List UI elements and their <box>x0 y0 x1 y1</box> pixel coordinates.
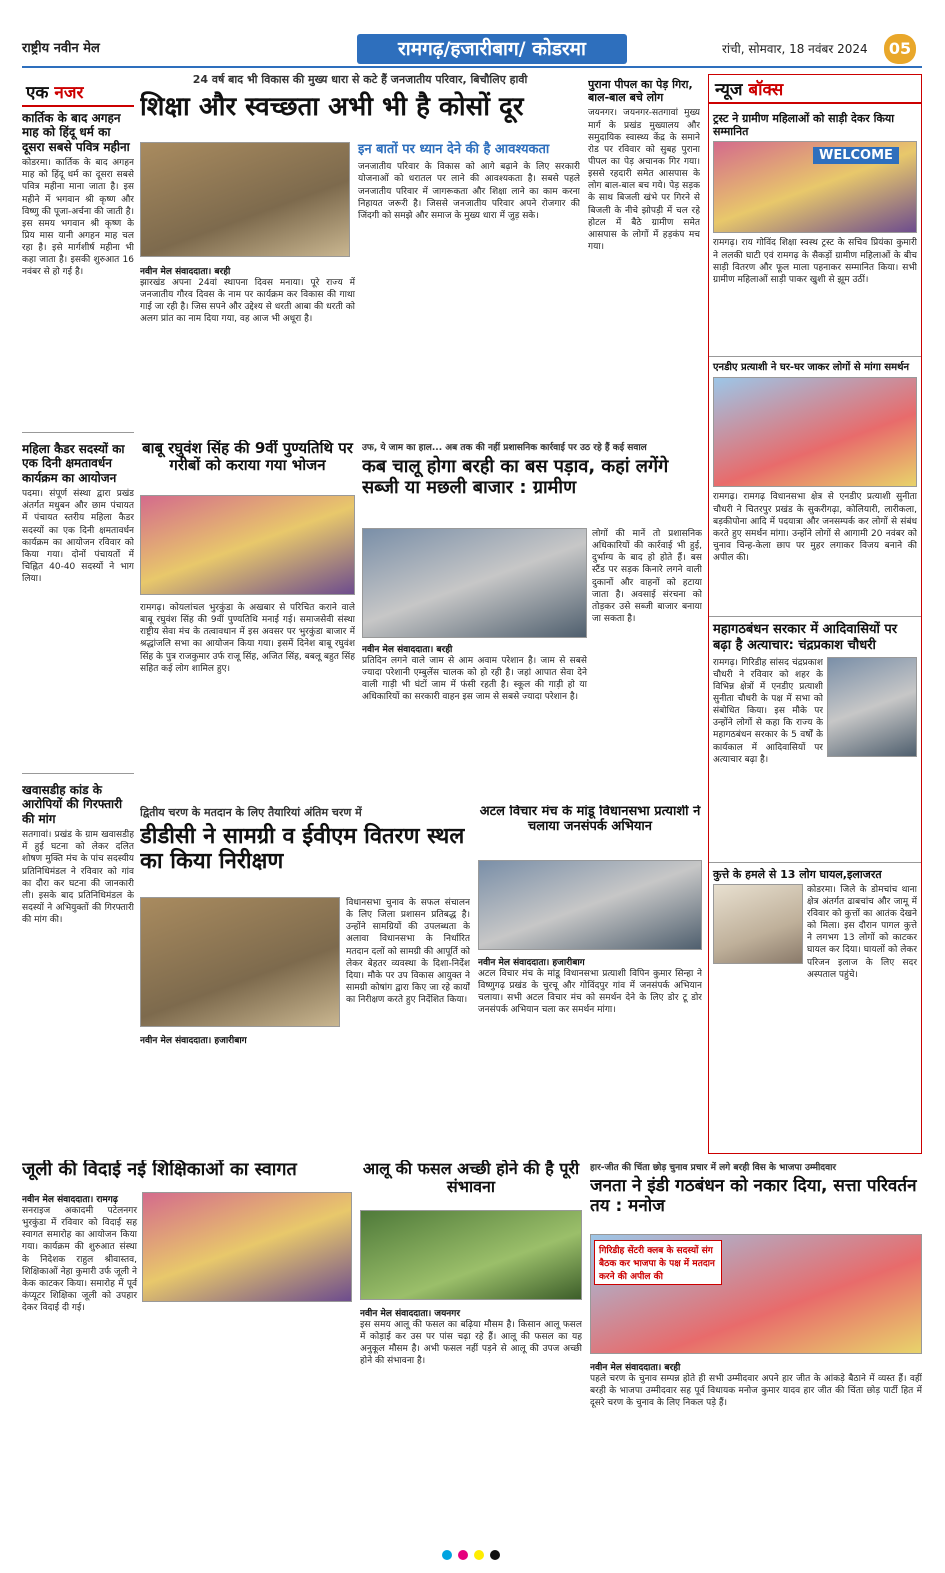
ek-nazar-item <box>22 107 134 427</box>
ek-nazar-item-headline: कार्तिक के बाद अगहन माह को हिंदू धर्म का दूसरा सबसे पवित्र महीना <box>22 111 130 154</box>
news-box-title-b: बॉक्स <box>748 80 784 100</box>
bus-main-body <box>362 642 587 704</box>
juli-story <box>22 1160 352 1540</box>
news-box-photo-wrap <box>713 141 917 233</box>
registration-dot <box>442 1550 452 1560</box>
lead-sub-block <box>358 142 580 222</box>
bus-byline: नवीन मेल संवाददाता। बरही <box>362 645 453 655</box>
raghuvansh-story <box>140 440 355 740</box>
ek-nazar-item <box>22 438 134 768</box>
divider <box>22 773 134 774</box>
lead-photo <box>140 142 350 257</box>
atal-body-wrap <box>478 955 702 1017</box>
manoj-byline: नवीन मेल संवाददाता। बरही <box>590 1363 681 1373</box>
manoj-body: पहले चरण के चुनाव सम्पन्न होते ही सभी उम्मीदवार अपने हार जीत के आंकड़े बैठाने में व्यस्त हैं। वहीं बरही के भाजपा उम्मीदवार सह पूर्व विधायक मनोज कुमार यादव हार जीत की चिंता छोड़ पार्टी हित में दूसरे चरण के चुनाव के लिए निकल पड़े हैं। <box>590 1374 922 1409</box>
potato-body: इस समय आलू की फसल का बढ़िया मौसम है। किसान आलू फसल में कोड़ाई कर उस पर पांस चढ़ा रहे हैं। आलू की फसल का यह अनुकूल मौसम है। अभी फसल नहीं पड़ने से आलू की उपज अच्छी होने की संभावना है। <box>360 1320 582 1367</box>
atal-byline: नवीन मेल संवाददाता। हजारीबाग <box>478 958 585 968</box>
pipal-story <box>588 74 700 434</box>
ek-nazar-title <box>22 78 134 107</box>
news-box-photo <box>713 377 917 487</box>
news-box-item <box>709 362 921 611</box>
news-box-item-row <box>713 657 917 857</box>
news-box-item-body: कोडरमा। जिले के डोमचांच थाना क्षेत्र अंतर्गत ढाबचांच और जामू में रविवार को कुत्तों का आतंक देखने को मिला। इस दौरान पागल कुत्ते ने लगभग 13 लोगों को काटकर घायल कर दिया। घायलों को लेकर परिजन इलाज के लिए सदर अस्पताल पहुंचे। <box>807 884 917 980</box>
header-rule <box>22 66 922 68</box>
bus-kicker: उफ, ये जाम का हाल... अब तक की नहीं प्रशासनिक कार्रवाई पर उठ रहे हैं कई सवाल <box>362 443 647 453</box>
news-box-title-a: न्यूज <box>715 80 743 100</box>
lead-headline: शिक्षा और स्वच्छता अभी भी है कोसों दूर <box>140 92 524 122</box>
ek-nazar-item-body: सतगावां। प्रखंड के ग्राम खवासडीह में हुई घटना को लेकर दलित शोषण मुक्ति मंच के पांच सदस्यीय प्रतिनिधिमंडल ने रविवार को गांव का दौरा कर घटना की जानकारी ली। इसके बाद प्रतिनिधिमंडल के सदस्यों ने अभियुक्तों की गिरफ्तारी की मांग की। <box>22 830 134 926</box>
news-box-item-headline: महागठबंधन सरकार में आदिवासियों पर बढ़ा है अत्याचार: चंद्रप्रकाश चौधरी <box>713 622 898 653</box>
raghuvansh-photo <box>140 495 355 595</box>
lead-body-1: झारखंड अपना 24वां स्थापना दिवस मनाया। पूरे राज्य में जनजातीय गौरव दिवस के नाम पर कार्यक्रम कर विकास की गाथा गाई जा रही है। जिस सपने और उद्देश्य से धरती आबा की धरती को अलग प्रांत का नाम दिया गया, वह आज भी अधूरा है। <box>140 278 355 325</box>
footer-registration <box>22 1548 922 1562</box>
lead-byline: नवीन मेल संवाददाता। बरही <box>140 267 231 277</box>
news-box <box>708 74 922 1154</box>
potato-photo <box>360 1210 582 1300</box>
ddc-body: विधानसभा चुनाव के सफल संचालन के लिए जिला प्रशासन प्रतिबद्ध है। उन्होंने सामग्रियों की उपलब्धता के अलावा विधानसभा के निर्धारित मतदान दलों को सामग्री की आपूर्ति को लेकर बेहतर व्यवस्था के दिशा-निर्देश दिया। मौके पर उप विकास आयुक्त ने सामग्री कोषांग द्वारा किए जा रहे कार्यों का निरीक्षण करते हुए निर्देशित किया। <box>346 898 470 1006</box>
divider <box>709 356 921 357</box>
lead-story <box>140 72 580 432</box>
registration-dot <box>490 1550 500 1560</box>
news-box-photo-wrap <box>827 657 917 757</box>
news-box-item-body: रामगढ़। राय गोविंद शिक्षा स्वस्थ ट्रस्ट के सचिव प्रियंका कुमारी ने ललकी घाटी एवं रामगढ़ के सैकड़ों ग्रामीण महिलाओं के बीच साड़ी वितरण और फूल माला पहनाकर सम्मानित किया। सभी ग्रामीण महिलाओं साड़ी पाकर खुशी से झूम उठीं। <box>713 238 917 285</box>
bus-headline: कब चालू होगा बरही का बस पड़ाव, कहां लगेंगे सब्जी या मछली बाजार : ग्रामीण <box>362 456 669 498</box>
news-box-item <box>709 622 921 856</box>
juli-photo <box>142 1192 352 1302</box>
masthead-brand: राष्ट्रीय नवीन मेल <box>22 41 100 56</box>
news-box-item-headline: कुत्ते के हमले से 13 लोग घायल,इलाजरत <box>713 867 882 881</box>
potato-byline: नवीन मेल संवाददाता। जयनगर <box>360 1309 461 1319</box>
potato-story <box>360 1160 582 1540</box>
divider <box>709 616 921 617</box>
news-box-photo <box>827 657 917 757</box>
bus-body-1: प्रतिदिन लगने वाले जाम से आम अवाम परेशान है। जाम से सबसे ज्यादा परेशानी एम्बुलेंस चालक को हो रही है। जहां आपात सेवा देने वाली गाड़ी भी घंटों जाम में फंसी रहती है। स्कूल की गाड़ी हो या अधिकारियों का सरकारी वाहन इस जाम से सबसे ज्यादा परेशान है। <box>362 656 587 703</box>
news-box-item-headline: एनडीए प्रत्याशी ने घर-घर जाकर लोगों से मांगा समर्थन <box>713 362 910 374</box>
manoj-callout: गिरिडीह सेंटरी क्लब के सदस्यों संग बैठक कर भाजपा के पक्ष में मतदान करने की अपील की <box>594 1240 722 1285</box>
atal-body: अटल विचार मंच के मांडू विधानसभा प्रत्याशी विपिन कुमार सिन्हा ने विष्णुगढ़ प्रखंड के चुरचू और गोविंदपुर गांव में जनसंपर्क अभियान चलाया। सभी अटल विचार मंच को समर्थन देने के लिए डोर टू डोर जनसंपर्क अभियान चला कर समर्थन मांगा। <box>478 969 702 1016</box>
bus-body-2: लोगों की मानें तो प्रशासनिक अधिकारियों की कार्रवाई भी हुई, दुर्भाग्य के बाद हो होते हैं। बस स्टैंड पर सड़क किनारे लगने वाली दुकानों और वाहनों को हटाया जाता है। अवसाई संरचना को तोड़कर उसे सब्जी बाजार बनाया जा सकता है। <box>592 529 702 624</box>
ek-nazar-item-headline: खवासडीह कांड के आरोपियों की गिरफ्तारी की मांग <box>22 783 123 826</box>
ek-nazar-column <box>22 78 134 1158</box>
news-box-item-headline: ट्रस्ट ने ग्रामीण महिलाओं को साड़ी देकर किया सम्मानित <box>713 112 895 139</box>
juli-body: सनराइज अकादमी पटेलनगर भुरकुंडा में रविवार को विदाई सह स्वागत समारोह का आयोजन किया गया। कार्यक्रम की शुरुआत संस्था के निदेशक राहुल श्रीवास्तव, शिक्षिकाओं नेहा कुमारी उर्फ जूली ने केक काटकर किया। समारोह में पूर्व कंप्यूटर शिक्षिका जूली को उपहार देकर विदाई दी गई। <box>22 1206 137 1314</box>
lead-main-body <box>140 264 355 326</box>
ek-nazar-title-b: नजर <box>54 83 84 103</box>
ek-nazar-item-body: पदमा। संपूर्ण संस्था द्वारा प्रखंड अंतर्गत मधुबन और छाम पंचायत में पंचायत स्तरीय महिला कैडर सदस्यों का एक दिनी क्षमतावर्धन कार्यक्रम का आयोजन रविवार को किया गया। दोनों पंचायतों में चिह्नित 40-40 सदस्यों ने भाग लिया। <box>22 489 134 585</box>
pipal-body: जयनगर। जयनगर-सतगावां मुख्य मार्ग के प्रखंड मुख्यालय और समुदायिक स्वास्थ्य केंद्र के समाने रोड पर रविवार को सुबह पुराना पीपल का पेड़ अचानक गिर गया। इससे रहदारी समेत आसपास के लोग बाल-बाल बच गये। पेड़ सड़क के साथ बिजली खंभे पर गिरने से बिजली के नीचे झोपड़ी में चल रहे होटल में बैठे ग्रामीण समेत आसपास के लोगों में हड़कंप मच गया। <box>588 108 700 252</box>
issue-date: रांची, सोमवार, 18 नवंबर 2024 <box>722 42 868 56</box>
bus-photo <box>362 528 587 638</box>
manoj-headline: जनता ने इंडी गठबंधन को नकार दिया, सत्ता परिवर्तन तय : मनोज <box>590 1176 917 1216</box>
lead-body-2: जनजातीय परिवार के विकास को आगे बढ़ाने के लिए सरकारी योजनाओं को धरातल पर लाने की आवश्यकता है। सबसे पहले जनजातीय परिवार में जागरूकता और शिक्षा लाने का काम करना निहायत जरूरी है। जिससे जनजातीय परिवार अपने रोजगार की जिंदगी को समझे और समाज के मुख्य धारा में जुड़ सके। <box>358 162 580 221</box>
lead-subhead: इन बातों पर ध्यान देने की है आवश्यकता <box>358 142 550 157</box>
ddc-kicker: द्वितीय चरण के मतदान के लिए तैयारियां अंतिम चरण में <box>140 806 362 819</box>
potato-headline: आलू की फसल अच्छी होने की है पूरी संभावना <box>362 1160 580 1197</box>
news-box-item <box>709 868 921 1034</box>
ek-nazar-item-body: कोडरमा। कार्तिक के बाद अगहन माह को हिंदू धर्म का दूसरा सबसे पवित्र महीना माना जाता है। इस महीने में भगवान श्री कृष्ण और विष्णु की पूजा-अर्चना की जाती है। इस समय भगवान श्री कृष्ण के प्रिय मास यानी अगहन माह चल रहा है। इसे मार्गशीर्ष महीना भी कहा जाता है। इसकी शुरुआत 16 नवंबर से हो गई है। <box>22 158 134 278</box>
news-box-item <box>709 104 921 351</box>
news-box-photo-wrap <box>713 884 803 964</box>
potato-body-wrap <box>360 1306 582 1368</box>
news-box-item-row <box>713 884 917 1034</box>
ddc-photo <box>140 897 340 1027</box>
news-box-photo-wrap <box>713 377 917 487</box>
divider <box>22 432 134 433</box>
juli-body-wrap <box>22 1192 137 1314</box>
pipal-headline: पुराना पीपल का पेड़ गिरा, बाल-बाल बचे लोग <box>588 78 693 105</box>
ddc-story <box>140 805 470 1150</box>
raghuvansh-headline: बाबू रघुवंश सिंह की 9वीं पुण्यतिथि पर गरीबों को कराया गया भोजन <box>142 440 353 475</box>
juli-headline: जूली की विदाई नई शिक्षिकाओं का स्वागत <box>22 1160 297 1180</box>
ddc-headline: डीडीसी ने सामग्री व ईवीएम वितरण स्थल का किया निरीक्षण <box>140 824 465 875</box>
registration-dot <box>458 1550 468 1560</box>
news-box-item-body: रामगढ़। रामगढ़ विधानसभा क्षेत्र से एनडीए प्रत्याशी सुनीता चौधरी ने चितरपुर प्रखंड के सुकरीगढ़ा, कोलियारी, लारीकला, बड़कीपोना आदि में पदयात्रा और जनसम्पर्क कर लोगों से संबंध करते हुए समर्थन मांगा। उन्होंने लोगों से आगामी 20 नवंबर को चुनाव चिन्ह-केला छाप पर मुहर लगाकर विजय बनाने की अपील की। <box>713 492 917 564</box>
welcome-banner: WELCOME <box>813 147 899 164</box>
ddc-byline: नवीन मेल संवाददाता। हजारीबाग <box>140 1036 247 1046</box>
raghuvansh-body: रामगढ़। कोयलांचल भुरकुंडा के अखबार से परिचित कराने वाले बाबू रघुवंश सिंह की 9वीं पुण्यतिथि मनाई गई। समाजसेवी संस्था राष्ट्रीय सेवा मंच के तत्वावधान में इस अवसर पर भुरकुंडा बाजार में श्रद्धांजलि सभा का आयोजन किया गया। इसमें दिनेश बाबू रघुवंश सिंह के पुत्र राजकुमार उर्फ राजू सिंह, अजित सिंह, बबलू बहुत सिंह सहित कई लोग शामिल हुए। <box>140 603 355 674</box>
atal-headline: अटल विचार मंच के मांडू विधानसभा प्रत्याशी ने चलाया जनसंपर्क अभियान <box>479 805 701 834</box>
ek-nazar-item-headline: महिला कैडर सदस्यों का एक दिनी क्षमतावर्धन कार्यक्रम का आयोजन <box>22 442 125 485</box>
news-box-title <box>709 75 921 104</box>
ek-nazar-title-a: एक <box>26 83 49 103</box>
dog-photo <box>713 884 803 964</box>
page-header <box>22 34 922 64</box>
atal-photo <box>478 860 702 950</box>
section-title: रामगढ़/हजारीबाग/ कोडरमा <box>357 34 627 64</box>
registration-dot <box>474 1550 484 1560</box>
atal-story <box>478 805 702 1150</box>
divider <box>709 862 921 863</box>
bus-story <box>362 440 702 745</box>
manoj-body-wrap <box>590 1360 922 1409</box>
lead-kicker: 24 वर्ष बाद भी विकास की मुख्य धारा से कटे हैं जनजातीय परिवार, बिचौलिए हावी <box>192 73 528 86</box>
ek-nazar-item <box>22 779 134 1158</box>
page-number: 05 <box>884 34 916 64</box>
manoj-kicker: हार-जीत की चिंता छोड़ चुनाव प्रचार में लगे बरही विस के भाजपा उम्मीदवार <box>590 1163 837 1173</box>
manoj-story <box>590 1160 922 1540</box>
news-box-item-body: रामगढ़। गिरिडीह सांसद चंद्रप्रकाश चौधरी ने रविवार को शहर के विभिन्न क्षेत्रों में एनडीए प्रत्याशी सुनीता चौधरी के पक्ष में सभा को संबोधित किया। इस मौके पर उन्होंने लोगों से कहा कि राज्य के महागठबंधन सरकार के 5 वर्षों के कार्यकाल में आदिवासियों पर अत्याचार बढ़ा है। <box>713 657 823 765</box>
juli-byline: नवीन मेल संवाददाता। रामगढ़ <box>22 1195 118 1205</box>
